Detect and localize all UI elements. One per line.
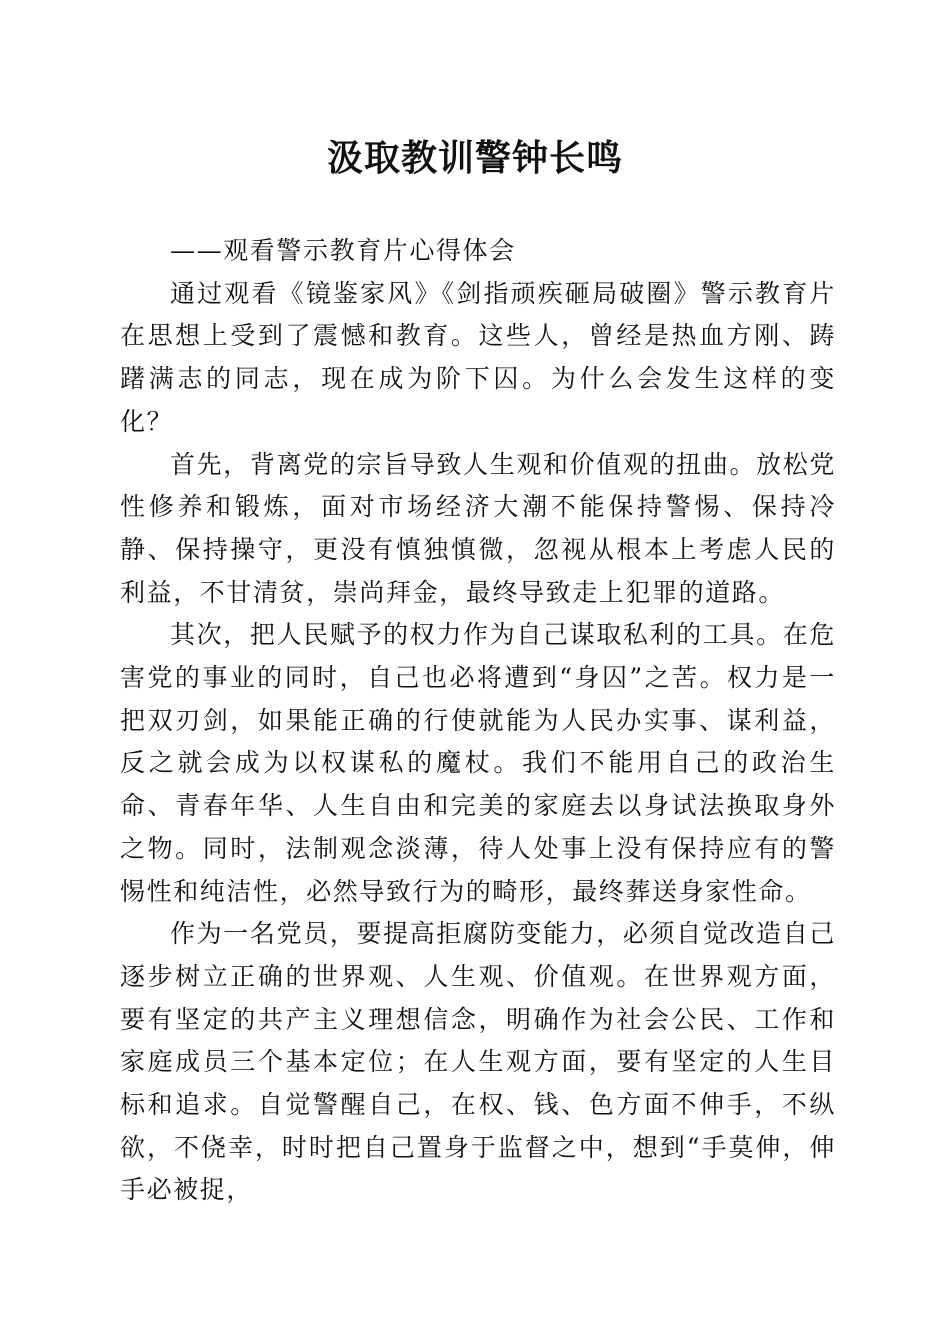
paragraph-intro: 通过观看《镜鉴家风》《剑指顽疾砸局破圈》警示教育片在思想上受到了震憾和教育。这些人，曾经是热血方刚、踌躇满志的同志，现在成为阶下囚。为什么会发生这样的变化？ [120,278,836,436]
document-body [120,230,836,1212]
paragraph-first-reason: 首先，背离党的宗旨导致人生观和价值观的扭曲。放松党性修养和锻炼，面对市场经济大潮不能保持警惕、保持冷静、保持操守，更没有慎独慎微，忽视从根本上考虑人民的利益，不甘清贫，崇尚拜金，最终导致走上犯罪的道路。 [120,449,836,607]
document-subtitle: ——观看警示教育片心得体会 [170,236,516,265]
document-title: 汲取教训警钟长鸣 [326,137,623,179]
paragraph-party-member: 作为一名党员，要提高拒腐防变能力，必须自觉改造自己逐步树立正确的世界观、人生观、价值观。在世界观方面，要有坚定的共产主义理想信念，明确作为社会公民、工作和家庭成员三个基本定位；在人生观方面，要有坚定的人生目标和追求。自觉警醒自己，在权、钱、色方面不伸手，不纵欲，不侥幸，时时把自己置身于监督之中，想到“手莫伸，伸手必被捉， [120,919,836,1205]
paragraph-second-reason: 其次，把人民赋予的权力作为自己谋取私利的工具。在危害党的事业的同时，自己也必将遭到“身囚”之苦。权力是一把双刃剑，如果能正确的行使就能为人民办实事、谋利益，反之就会成为以权谋私的魔杖。我们不能用自己的政治生命、青春年华、人生自由和完美的家庭去以身试法换取身外之物。同时，法制观念淡薄，待人处事上没有保持应有的警惕性和纯洁性，必然导致行为的畸形，最终葬送身家性命。 [120,620,836,906]
